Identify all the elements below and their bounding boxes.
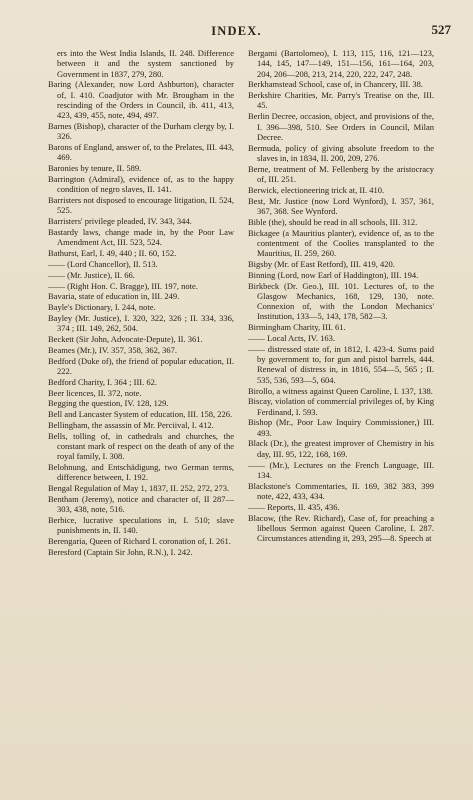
index-entry: Bells, tolling of, in cathedrals and churches, the constant mark of respect on the death of any of the royal family, I. 308.: [48, 430, 234, 462]
index-entry: Blacow, (the Rev. Richard), Case of, for preaching a libellous Sermon against Queen Caroline, I. 287. Circumstances attending it, 293, 295—8. Speech at: [248, 512, 434, 544]
page-header: [0, 22, 473, 42]
index-entry: Bedford Charity, I. 364 ; III. 62.: [48, 376, 157, 387]
index-entry: Barons of England, answer of, to the Prelates, III. 443, 469.: [48, 142, 234, 163]
index-entry: —— distressed state of, in 1812, I. 423-4. Sums paid by government to, for gun and pistol barrels, 444. Renewal of distress in, in 1816, 554—5, 565 ; II. 535, 536, 593—5, 604.: [248, 343, 434, 385]
index-entry: —— Local Acts, IV. 163.: [248, 333, 335, 344]
index-entry: Best, Mr. Justice (now Lord Wynford), I. 357, 361, 367, 368. See Wynford.: [248, 195, 434, 216]
index-entry: —— (Mr.), Lectures on the French Language, III. 134.: [248, 459, 434, 480]
index-entry: Birmingham Charity, III. 61.: [248, 322, 346, 333]
index-entry: ers into the West India Islands, II. 248. Difference between it and the system sanctioned by Government in 1837, 279, 280.: [57, 48, 234, 79]
page-number: 527: [431, 22, 451, 37]
running-title: INDEX.: [211, 24, 262, 38]
index-entry: Barrington (Admiral), evidence of, as to the happy condition of negro slaves, II. 141.: [48, 174, 234, 195]
index-entry: Beer licences, II. 372, note.: [48, 387, 142, 398]
index-entry: Berbice, lucrative speculations in, I. 510; slave punishments in, II. 140.: [48, 515, 234, 536]
index-entry: Berkshire Charities, Mr. Parry's Treatise on the, III. 45.: [248, 90, 434, 111]
index-entry: Berengaria, Queen of Richard I. coronation of, I. 261.: [48, 536, 231, 547]
index-entry: Bentham (Jeremy), notice and character of, II 287—303, 438, note, 516.: [48, 493, 234, 515]
index-entry: Barristers not disposed to encourage litigation, II. 524, 525.: [48, 195, 234, 216]
index-entry: Bishop (Mr., Poor Law Inquiry Commissioner,) III. 493.: [248, 417, 434, 438]
index-entry: Bathurst, Earl, I. 49, 440 ; II. 60, 152.: [48, 248, 177, 259]
index-entry: Bible (the), should be read in all schools, III. 312.: [248, 216, 418, 227]
index-entry: Bedford (Duke of), the friend of popular education, II. 222.: [48, 355, 234, 376]
index-entry: Birkbeck (Dr. Geo.), III. 101. Lectures of, to the Glasgow Mechanics, 168, 129, 130, note. Connexion of, with the London Mechanics' Institution, 133—5, 143, 178, 582—3.: [248, 280, 434, 322]
index-entry: Baring (Alexander, now Lord Ashburton), character of, I. 410. Coadjutor with Mr. Brougham in the rescinding of the Orders in Council, ib. 411, 413, 423, 439, 455, note, 494, 497.: [48, 79, 234, 121]
index-entry: —— (Right Hon. C. Bragge), III. 197, note.: [48, 280, 198, 291]
index-entry: Barristers' privilege pleaded, IV. 343, 344.: [48, 216, 192, 227]
index-entry: Bayle's Dictionary, I. 244, note.: [48, 302, 156, 313]
index-entry: Binning (Lord, now Earl of Haddington), III. 194.: [248, 269, 419, 280]
index-entry: —— (Lord Chancellor), II. 513.: [48, 258, 158, 269]
index-entry: —— (Mr. Justice), II. 66.: [48, 269, 135, 280]
index-entry: Beresford (Captain Sir John, R.N.), I. 242.: [48, 546, 193, 557]
index-entry: Black (Dr.), the greatest improver of Chemistry in his day, III. 95, 122, 168, 169.: [248, 438, 434, 459]
index-entry: Bickagee (a Mauritius planter), evidence of, as to the contentment of the Coolies transplanted to the Mauritius, II. 259, 260.: [248, 227, 434, 259]
index-entry: Berwick, electioneering trick at, II. 410.: [248, 184, 385, 195]
index-entry: Bastardy laws, change made in, by the Poor Law Amendment Act, III. 523, 524.: [48, 227, 234, 248]
index-entry: Bergami (Bartolomeo), I. 113, 115, 116, 121—123, 144, 145, 147—149, 151—156, 161—164, 203, 204, 206—208, 213, 214, 220, 222, 247, 248.: [248, 48, 434, 79]
index-entry: Berkhamstead School, case of, in Chancery, III. 38.: [248, 79, 424, 90]
index-column-left: [48, 48, 234, 558]
index-entry: Bell and Lancaster System of education, III. 158, 226.: [48, 409, 233, 420]
index-entry: Berne, treatment of M. Fellenberg by the aristocracy of, III. 251.: [248, 163, 434, 185]
index-entry: Bigsby (Mr. of East Retford), III. 419, 420.: [248, 258, 395, 269]
index-entry: Biscay, violation of commercial privileges of, by King Ferdinand, I. 593.: [248, 396, 434, 417]
index-entry: Beames (Mr.), IV. 357, 358, 362, 367.: [48, 344, 177, 355]
index-entry: Barnes (Bishop), character of the Durham clergy by, I. 326.: [48, 121, 234, 142]
index-entry: Begging the question, IV. 128, 129.: [48, 398, 169, 409]
index-entry: Bellingham, the assassin of Mr. Perciival, I. 412.: [48, 419, 214, 430]
index-entry: Baronies by tenure, II. 589.: [48, 163, 142, 174]
index-entry: Belohnung, and Entschädigung, two German terms, difference between, I. 192.: [48, 462, 234, 483]
index-entry: Birollo, a witness against Queen Caroline, I. 137, 138.: [248, 385, 433, 396]
index-entry: Bavaria, state of education in, III. 249.: [48, 291, 180, 302]
index-entry: Bengal Regulation of May 1, 1837, II. 252, 272, 273.: [48, 483, 230, 494]
index-entry: —— Reports, II. 435, 436.: [248, 501, 340, 512]
index-entry: Bayley (Mr. Justice), I. 320, 322, 326 ; II. 334, 336, 374 ; III. 149, 262, 504.: [48, 312, 234, 334]
index-entry: Bermuda, policy of giving absolute freedom to the slaves in, in 1834, II. 200, 209, 276.: [248, 142, 434, 163]
index-entry: Beckett (Sir John, Advocate-Depute), II. 361.: [48, 334, 203, 345]
index-entry: Blackstone's Commentaries, II. 169, 382 383, 399 note, 422, 433, 434.: [248, 480, 434, 501]
index-column-right: [248, 48, 434, 544]
index-entry: Berlin Decree, occasion, object, and provisions of the, I. 396—398, 510. See Orders in Council, Milan Decree.: [248, 111, 434, 142]
